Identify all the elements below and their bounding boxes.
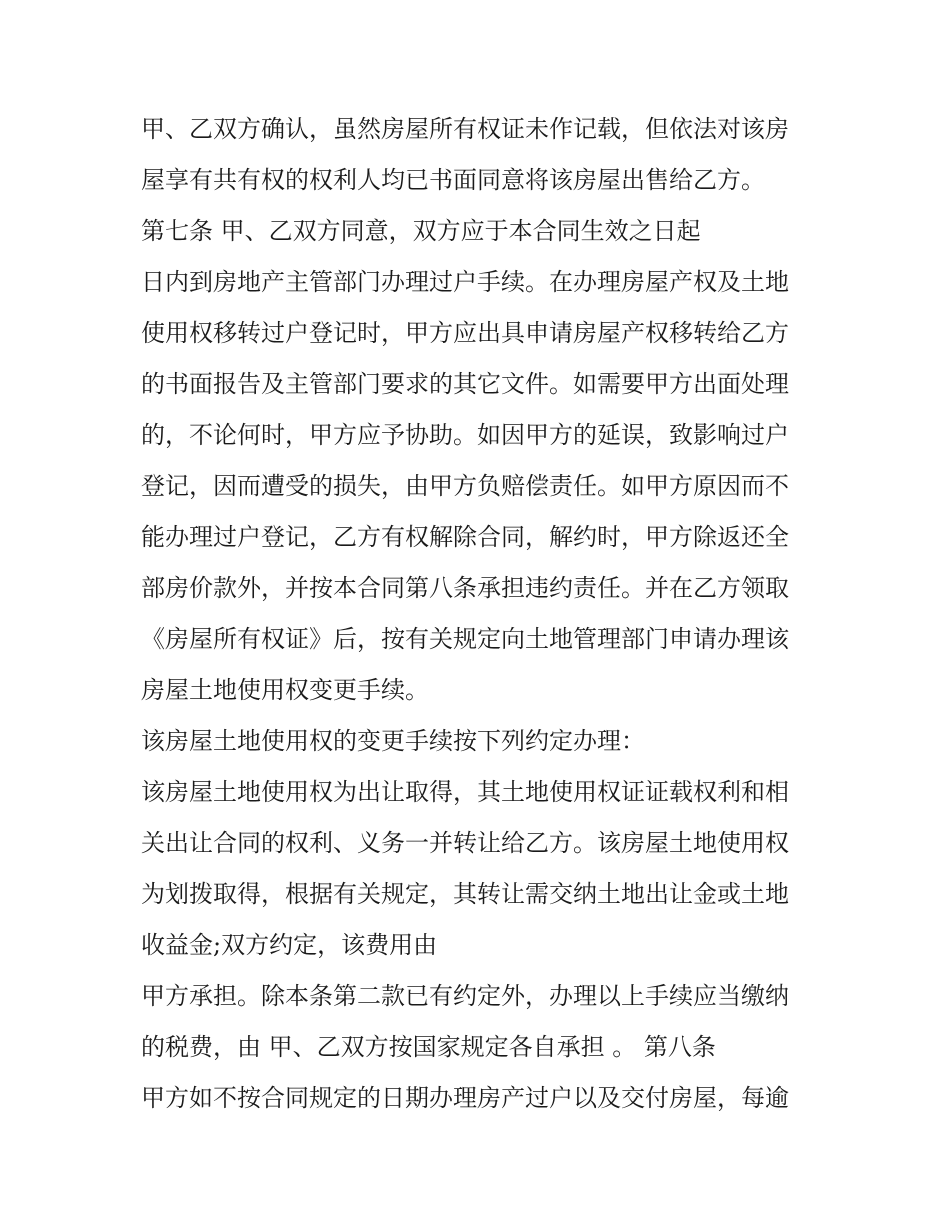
text-line-5: 使用权移转过户登记时，甲方应出具申请房屋产权移转给乙方 — [141, 319, 789, 347]
contract-text — [141, 104, 841, 1124]
text-line-2: 屋享有共有权的权利人均已书面同意将该房屋出售给乙方。 — [141, 166, 765, 194]
text-line-13: 该房屋土地使用权的变更手续按下列约定办理： — [141, 727, 645, 755]
text-line-3: 第七条 甲、乙双方同意，双方应于本合同生效之日起 — [141, 217, 701, 245]
text-line-10: 部房价款外，并按本合同第八条承担违约责任。并在乙方领取 — [141, 574, 789, 602]
text-line-6: 的书面报告及主管部门要求的其它文件。如需要甲方出面处理 — [141, 370, 789, 398]
text-line-8: 登记，因而遭受的损失，由甲方负赔偿责任。如甲方原因而不 — [141, 472, 789, 500]
text-line-12: 房屋土地使用权变更手续。 — [141, 676, 429, 704]
text-line-15: 关出让合同的权利、义务一并转让给乙方。该房屋土地使用权 — [141, 829, 789, 857]
text-line-9: 能办理过户登记，乙方有权解除合同，解约时，甲方除返还全 — [141, 523, 789, 551]
text-line-16: 为划拨取得，根据有关规定，其转让需交纳土地出让金或土地 — [141, 880, 789, 908]
text-line-7: 的，不论何时，甲方应予协助。如因甲方的延误，致影响过户 — [141, 421, 789, 449]
text-line-1: 甲、乙双方确认，虽然房屋所有权证未作记载，但依法对该房 — [141, 115, 789, 143]
text-line-14: 该房屋土地使用权为出让取得，其土地使用权证证载权利和相 — [141, 778, 789, 806]
text-line-4: 日内到房地产主管部门办理过户手续。在办理房屋产权及土地 — [141, 268, 789, 296]
text-line-17: 收益金;双方约定，该费用由 — [141, 931, 438, 959]
text-line-20: 甲方如不按合同规定的日期办理房产过户以及交付房屋，每逾 — [141, 1084, 789, 1112]
text-line-18: 甲方承担。除本条第二款已有约定外，办理以上手续应当缴纳 — [141, 982, 789, 1010]
text-line-11: 《房屋所有权证》后，按有关规定向土地管理部门申请办理该 — [141, 625, 789, 653]
text-line-19: 的税费，由 甲、乙双方按国家规定各自承担 。 第八条 — [141, 1033, 716, 1061]
